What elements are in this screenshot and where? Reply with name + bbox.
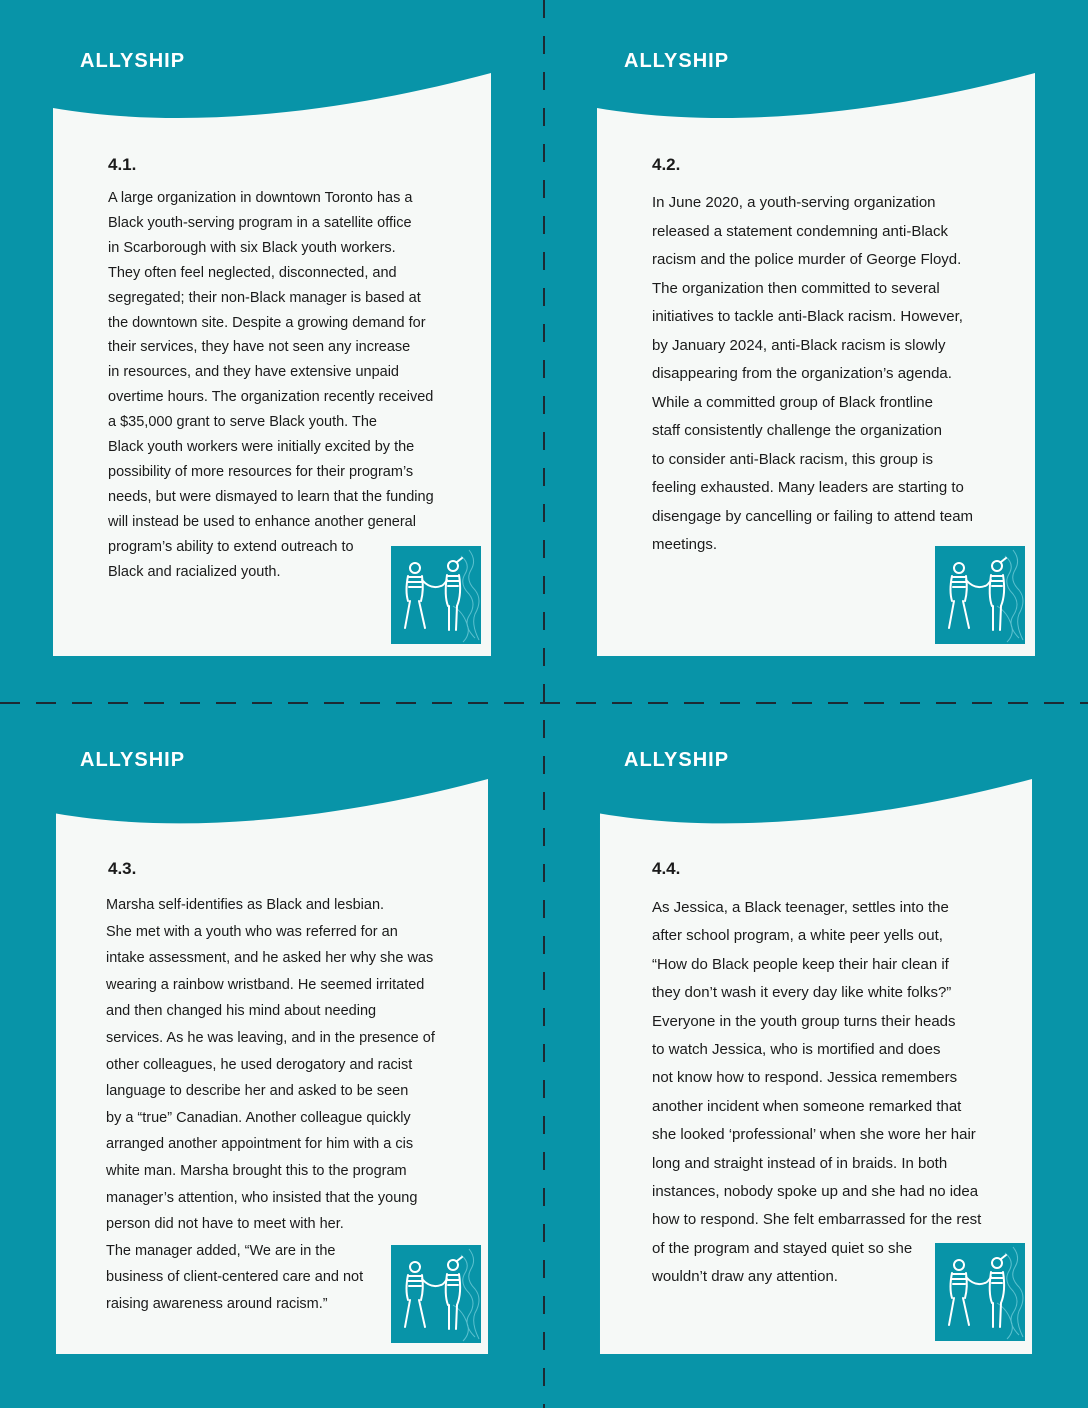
card-scenario-text: Marsha self-identifies as Black and lesbian. She met with a youth who was referred for an intake assessment, and he asked her why she was wearing a rainbow wristband. He seemed irritated and then changed his mind about needing services. As he was leaving, and in the presence of other colleagues, he used derogatory and racist language to describe her and asked to be seen by a “true” Canadian. Another colleague quickly arranged another appointment for him with a cis white man. Marsha brought this to the program manager’s attention, who insisted that the young person did not have to meet with her. The manager added, “We are in the business of client-centered care and not raising awareness around racism.” bbox=[106, 897, 435, 1312]
card-panel-4-4 bbox=[544, 704, 1087, 1407]
card-scenario-text: A large organization in downtown Toronto has a Black youth-serving program in a satellite office in Scarborough with six Black youth workers. They often feel neglected, disconnected, and segregated; their non-Black manager is based at the downtown site. Despite a growing demand for their services, they have not seen any increase in resources, and they have extensive unpaid overtime hours. The organization recently received a $35,000 grant to serve Black youth. The Black youth workers were initially excited by the possibility of more resources for their program’s needs, but were dismayed to learn that the funding will instead be used to enhance another general program’s ability to extend outreach to Black and racialized youth. bbox=[108, 190, 434, 580]
allyship-figures-icon bbox=[935, 546, 1025, 644]
card-heading: ALLYSHIP bbox=[624, 50, 730, 72]
card-number: 4.1. bbox=[108, 155, 137, 174]
allyship-figures-icon bbox=[391, 1245, 481, 1343]
card-panel-4-3 bbox=[0, 704, 543, 1407]
card-number: 4.4. bbox=[652, 859, 681, 878]
card-panel-4-1 bbox=[0, 0, 543, 703]
allyship-figures-icon bbox=[935, 1243, 1025, 1341]
card-number: 4.2. bbox=[652, 155, 681, 174]
card-heading: ALLYSHIP bbox=[80, 749, 186, 771]
card-scenario-text: In June 2020, a youth-serving organization released a statement condemning anti-Black racism and the police murder of George Floyd. The organization then committed to several initiatives to tackle anti-Black racism. However, by January 2024, anti-Black racism is slowly disappearing from the organization’s agenda. While a committed group of Black frontline staff consistently challenge the organization to consider anti-Black racism, this group is feeling exhausted. Many leaders are starting to disengage by cancelling or failing to attend team meetings. bbox=[652, 194, 974, 553]
card-panel-4-2 bbox=[544, 0, 1087, 703]
card-heading: ALLYSHIP bbox=[80, 50, 186, 72]
card-number: 4.3. bbox=[108, 859, 137, 878]
allyship-figures-icon bbox=[391, 546, 481, 644]
card-heading: ALLYSHIP bbox=[624, 749, 730, 771]
card-scenario-text: As Jessica, a Black teenager, settles into the after school program, a white peer yells out, “How do Black people keep their hair clean if they don’t wash it every day like white folks?” Everyone in the youth group turns their heads to watch Jessica, who is mortified and does not know how to respond. Jessica remembers another incident when someone remarked that she looked ‘professional’ when she wore her hair long and straight instead of in braids. In both instances, nobody spoke up and she had no idea how to respond. She felt embarrassed for the rest of the program and stayed quiet so she wouldn’t draw any attention. bbox=[652, 899, 982, 1286]
